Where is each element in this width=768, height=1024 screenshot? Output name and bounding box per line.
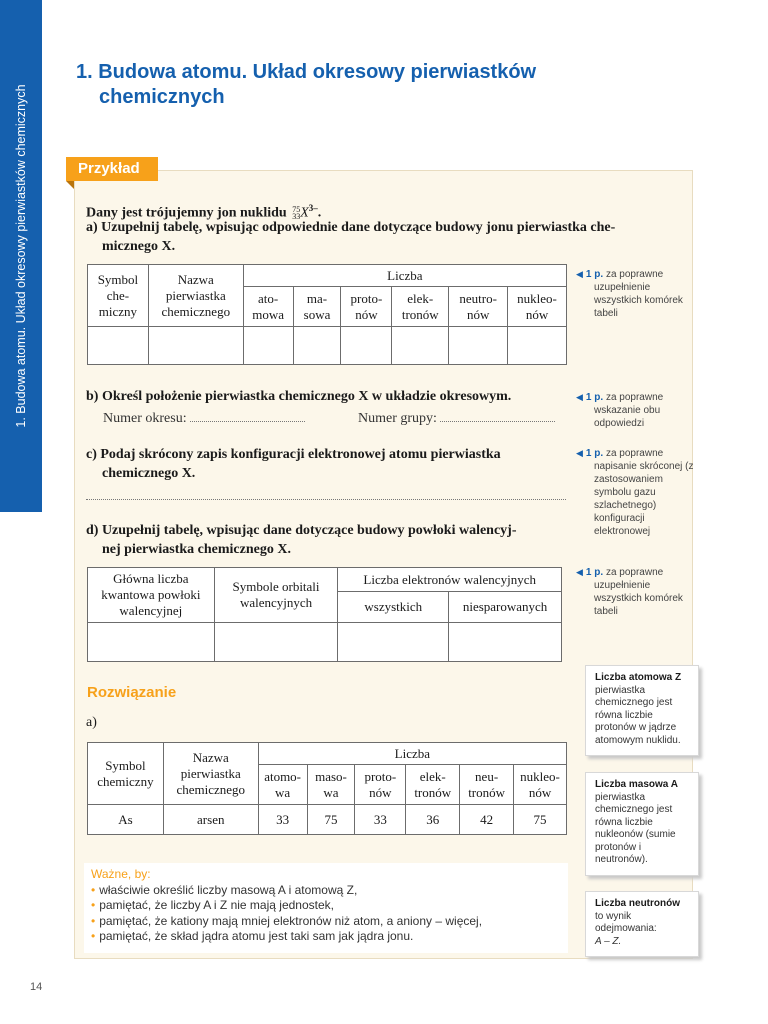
task-c: c) Podaj skrócony zapis konfiguracji elektronowej atomu pierwiastka chemicznego X. xyxy=(86,447,501,481)
answer-cell[interactable] xyxy=(341,327,392,365)
header-col: elek- tronów xyxy=(392,287,449,327)
page-title xyxy=(76,60,676,110)
header-all: wszystkich xyxy=(338,592,449,623)
header-col: proto- nów xyxy=(355,765,406,805)
header-col: neutro- nów xyxy=(449,287,508,327)
task-a: a) Uzupełnij tabelę, wpisując odpowiednie dane dotyczące budowy jonu pierwiastka che- micznego X. xyxy=(86,220,616,254)
table-cell: 36 xyxy=(406,805,460,835)
configuration-answer-line[interactable] xyxy=(86,488,566,500)
group-field: Numer grupy: xyxy=(358,410,555,427)
list-item: • pamiętać, że kationy mają mniej elektronów niż atom, a aniony – więcej, xyxy=(91,914,568,930)
header-name: Nazwa pierwiastka chemicznego xyxy=(163,743,258,805)
header-col: ato- mowa xyxy=(243,287,293,327)
example-label: Przykład xyxy=(66,157,158,181)
table-cell: 33 xyxy=(258,805,307,835)
header-liczba: Liczba xyxy=(258,743,566,765)
table-cell: 42 xyxy=(460,805,514,835)
important-box xyxy=(84,863,568,953)
header-col: nukleo- nów xyxy=(514,765,567,805)
intro-text: Dany jest trójujemny jon nuklidu 75 $33X^{3-}$. xyxy=(86,203,322,222)
table-row xyxy=(88,805,567,835)
header-col: proto- nów xyxy=(341,287,392,327)
task-a-table xyxy=(87,264,567,365)
task-d: d) Uzupełnij tabelę, wpisując dane dotyczące budowy powłoki walencyj- nej pierwiastka chemicznego X. xyxy=(86,523,517,557)
header-col: elek- tronów xyxy=(406,765,460,805)
scoring-note: ◀ 1 p. za poprawne wskazanie obu odpowiedzi xyxy=(576,392,664,429)
period-answer-line[interactable] xyxy=(190,410,305,422)
header-col: maso- wa xyxy=(307,765,355,805)
answer-cell[interactable] xyxy=(449,623,562,662)
chapter-sidebar xyxy=(0,0,42,512)
list-item: • właściwie określić liczby masową A i atomową Z, xyxy=(91,883,568,899)
answer-cell[interactable] xyxy=(214,623,338,662)
table-cell: As xyxy=(88,805,164,835)
answer-cell[interactable] xyxy=(508,327,567,365)
page-title-line1: 1. Budowa atomu. Układ okresowy pierwiastków xyxy=(76,61,537,83)
answer-cell[interactable] xyxy=(392,327,449,365)
sidebar-chapter-title: 1. Budowa atomu. Układ okresowy pierwiastków chemicznych xyxy=(14,84,28,428)
group-answer-line[interactable] xyxy=(440,410,555,422)
neutron-number-box: Liczba neutronów to wynik odejmowania: A – Z. xyxy=(585,891,699,957)
important-list xyxy=(91,883,568,945)
page-title-line2: chemicznych xyxy=(99,86,225,108)
header-liczba: Liczba xyxy=(243,265,566,287)
answer-cell[interactable] xyxy=(88,623,215,662)
nuclide-indices: 75 33 xyxy=(292,205,301,222)
header-symbol: Symbol che- miczny xyxy=(88,265,149,327)
header-unpaired: niesparowanych xyxy=(449,592,562,623)
solution-label: Rozwiązanie xyxy=(87,684,177,701)
page-number: 14 xyxy=(30,981,43,993)
header-valence-electrons: Liczba elektronów walencyjnych xyxy=(338,568,562,592)
header-col: nukleo- nów xyxy=(508,287,567,327)
scoring-note: ◀ 1 p. za poprawne uzupełnienie wszystkich komórek tabeli xyxy=(576,269,683,319)
header-orbitals: Symbole orbitali walencyjnych xyxy=(214,568,338,623)
header-col: atomo- wa xyxy=(258,765,307,805)
important-title: Ważne, by: xyxy=(91,867,151,881)
mass-number-box: Liczba masowa A pierwiastka chemicznego jest równa liczbie nukleonów (sumie protonów i neutronów). xyxy=(585,772,699,876)
answer-cell[interactable] xyxy=(449,327,508,365)
answer-cell[interactable] xyxy=(88,327,149,365)
task-b: b) Określ położenie pierwiastka chemicznego X w układzie okresowym. xyxy=(86,389,512,404)
header-col: ma- sowa xyxy=(293,287,341,327)
solution-a-label: a) xyxy=(86,715,97,730)
list-item: • pamiętać, że liczby A i Z nie mają jednostek, xyxy=(91,898,568,914)
answer-cell[interactable] xyxy=(293,327,341,365)
table-cell: 75 xyxy=(514,805,567,835)
answer-cell[interactable] xyxy=(338,623,449,662)
answer-cell[interactable] xyxy=(148,327,243,365)
atomic-number-box: Liczba atomowa Z pierwiastka chemicznego jest równa liczbie protonów w jądrze atomowym nuklidu. xyxy=(585,665,699,756)
header-symbol: Symbol chemiczny xyxy=(88,743,164,805)
scoring-note: ◀ 1 p. za poprawne uzupełnienie wszystkich komórek tabeli xyxy=(576,567,683,617)
answer-cell[interactable] xyxy=(243,327,293,365)
table-cell: arsen xyxy=(163,805,258,835)
header-name: Nazwa pierwiastka chemicznego xyxy=(148,265,243,327)
header-main-quantum: Główna liczba kwantowa powłoki walencyjnej xyxy=(88,568,215,623)
solution-table xyxy=(87,742,567,835)
table-cell: 75 xyxy=(307,805,355,835)
period-field: Numer okresu: xyxy=(103,410,305,427)
list-item: • pamiętać, że skład jądra atomu jest taki sam jak jądra jonu. xyxy=(91,929,568,945)
scoring-note: ◀ 1 p. za poprawne napisanie skróconej (z zastosowaniem symbolu gazu szlachetnego) konfiguracji elektronowej xyxy=(576,448,694,537)
header-col: neu- tronów xyxy=(460,765,514,805)
table-cell: 33 xyxy=(355,805,406,835)
task-d-table xyxy=(87,567,562,662)
